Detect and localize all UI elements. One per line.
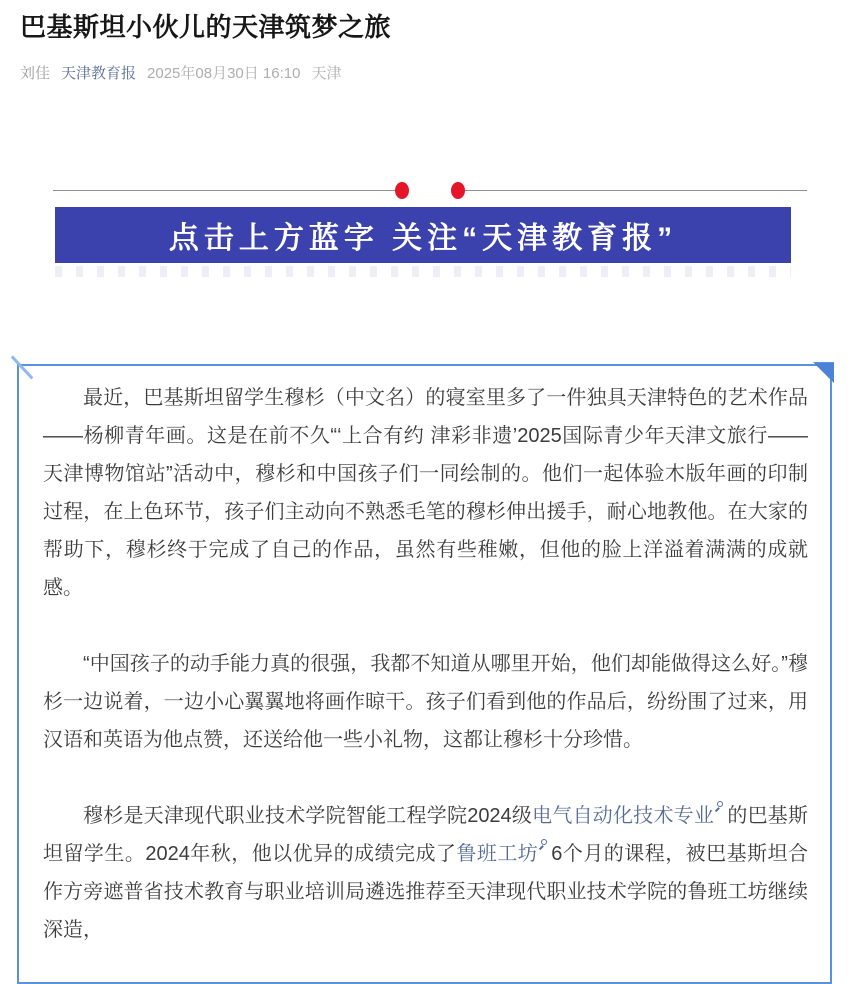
- banner-fringe-decoration: [55, 266, 791, 277]
- paragraph-3-text: 穆杉是天津现代职业技术学院智能工程学院2024级: [83, 805, 533, 828]
- divider-line-right: [465, 190, 807, 191]
- paragraph-3-text: 的巴基斯坦留学生。2024年秋，他以优异的成绩完成了: [43, 805, 809, 866]
- paragraph-2: “中国孩子的动手能力真的很强，我都不知道从哪里开始，他们却能做得这么好。”穆杉一边说着，一边小心翼翼地将画作晾干。孩子们看到他的作品后，纷纷围了过来，用汉语和英语为他点赞，还送给他一些小礼物，这都让穆杉十分珍惜。: [43, 653, 808, 752]
- red-dot-left: [395, 182, 409, 199]
- search-term-link-major[interactable]: 电气自动化技术专业: [532, 805, 715, 828]
- account-link[interactable]: 天津教育报: [61, 65, 137, 83]
- divider-line-left: [53, 190, 395, 191]
- article-meta: [20, 62, 829, 83]
- search-term-link-luban[interactable]: 鲁班工坊: [456, 843, 539, 866]
- author-name: 刘佳: [20, 65, 51, 83]
- paragraph-3-text: 6个月的课程，被巴基斯坦合作方旁遮普省技术教育与职业培训局遴选推荐至天津现代职业技术学院的鲁班工坊继续深造，: [43, 843, 809, 942]
- publish-location: 天津: [311, 65, 342, 83]
- divider: [53, 182, 807, 199]
- follow-banner-label: 点击上方蓝字 关注“天津教育报”: [168, 222, 678, 256]
- paragraph-3: [43, 797, 808, 949]
- paragraph-1: 最近，巴基斯坦留学生穆杉（中文名）的寝室里多了一件独具天津特色的艺术作品——杨柳青年画。这是在前不久“‘上合有约 津彩非遗’2025国际青少年天津文旅行——天津博物馆站”活动中，穆杉和中国孩子们一同绘制的。他们一起体验木版年画的印制过程，在上色环节，孩子们主动向不熟悉毛笔的穆杉伸出援手，耐心地教他。在大家的帮助下，穆杉终于完成了自己的作品，虽然有些稚嫩，但他的脸上洋溢着满满的成就感。: [43, 387, 808, 600]
- red-dot-right: [451, 182, 465, 199]
- search-icon: [539, 838, 550, 853]
- corner-triangle-icon: [813, 362, 834, 383]
- search-icon: [715, 800, 726, 815]
- follow-banner[interactable]: [55, 207, 791, 263]
- corner-slash-icon: [11, 355, 33, 379]
- page-title: 巴基斯坦小伙儿的天津筑梦之旅: [20, 12, 392, 42]
- article-body-box: [17, 364, 832, 984]
- publish-datetime: 2025年08月30日 16:10: [147, 65, 301, 83]
